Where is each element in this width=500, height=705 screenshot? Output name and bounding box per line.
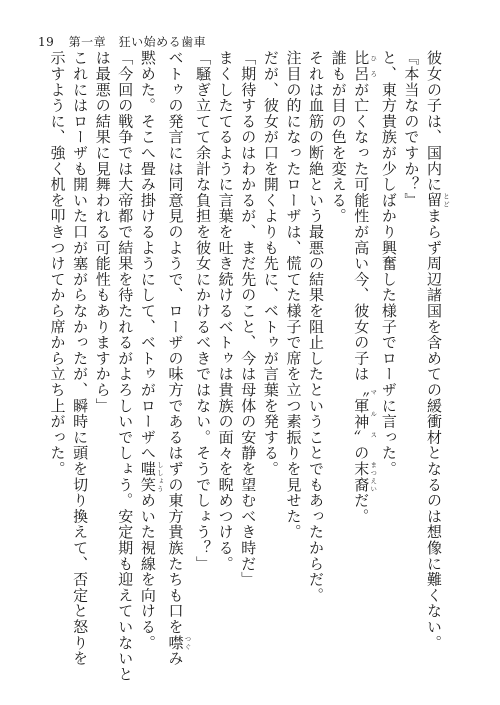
text-line: 誰もが目の色を変える。 (329, 50, 348, 224)
text-line: 「騒ぎ立てて余計な負担を彼女にかけるべきではない。そうでしょう？」 (194, 50, 213, 572)
text-line: 比呂 ひろが亡くなった可能性が高い今、彼女の子は〝軍神〟 マルスの末裔 まつえいだ。 (352, 50, 378, 525)
text-line: は最悪の結果に見舞われる可能性もありますから」 (93, 50, 112, 414)
text-line: 『本当なのですか？』 (402, 50, 421, 208)
running-header (38, 33, 206, 50)
text-line: 示すように、強く机を叩きつけてから席から立ち上がった。 (48, 50, 67, 477)
text-line: 黙めた。そこへ畳み掛けるようにして、ベトゥがローザへ嗤笑 ししょうめいた視線を向ける。 (138, 50, 164, 651)
text-line: それは血筋の断絶という最悪の結果を阻止したということでもあったからだ。 (307, 50, 326, 603)
ruby-matsuei: 末裔 まつえい (352, 460, 378, 493)
text-line: 注目の的になったローザは、慌てた様子で席を立つ素振りを見せた。 (284, 50, 303, 540)
chapter-title: 第一章 狂い始める歯車 (68, 35, 207, 49)
text-line: まくしたてるように言葉を吐き続けるベトゥは貴族の面々を睨めつける。 (216, 50, 235, 572)
ruby-todo: 留 とど (425, 192, 450, 209)
ruby-tsugu: 噤 つぐ (166, 634, 192, 651)
page-number: 19 (38, 35, 55, 49)
ruby-hiro: 比呂 ひろ (352, 50, 378, 82)
text-line: これにはローザも開いた口が塞がらなかったが、瞬時に頭を切り換えて、否定と怒りを (71, 50, 90, 667)
text-line: だが、彼女が口を開くよりも先に、ベトゥが言葉を発する。 (261, 50, 280, 477)
text-line: と、東方貴族が少しばかり興奮した様子でローザに言った。 (379, 50, 398, 477)
ruby-shisho: 嗤笑 ししょう (138, 460, 164, 493)
text-line: 「期待するのはわかるが、まだ先のこと、今は母体の安静を望むべき時だ」 (239, 50, 258, 588)
vertical-body-text (30, 50, 450, 682)
ruby-mars: 〝軍神〟 マルス (352, 381, 378, 446)
text-line: 彼女の子は、国内に留 とどまらず周辺諸国を含めての緩衝材となるのは想像に難くない。 (425, 50, 450, 651)
text-line: 「今回の戦争では大帝都で結果を待たれるがよろしいでしょう。安定期も迎えていないと (116, 50, 135, 682)
text-line: ベトゥの発言には同意見のようで、ローザの味方であるはずの東方貴族たちも口を噤 つぐみ (166, 50, 192, 667)
